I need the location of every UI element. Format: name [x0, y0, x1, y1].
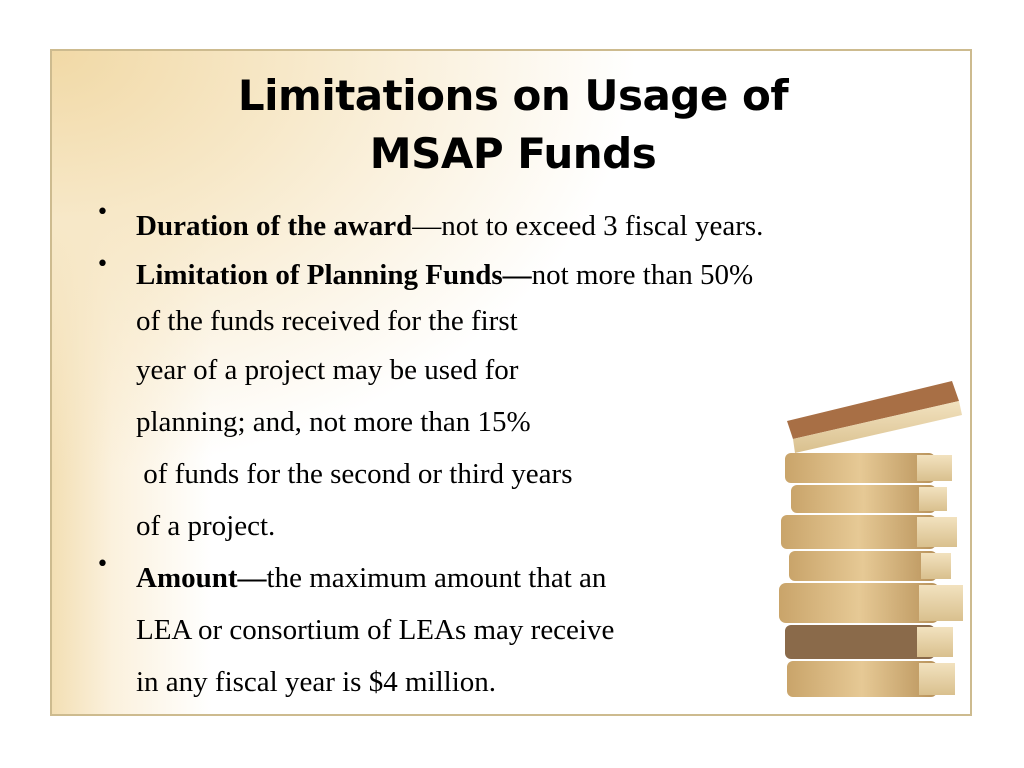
bullet-planning-line: of the funds received for the first	[136, 305, 518, 337]
bullet-duration	[92, 200, 972, 252]
slide-frame	[50, 49, 972, 716]
bullet-amount-text: the maximum amount that an	[266, 562, 607, 594]
book-top	[787, 381, 962, 453]
bullet-planning-line: of a project.	[136, 510, 276, 542]
bullet-marker: •	[96, 552, 109, 577]
bullet-amount-heading: Amount—	[136, 562, 267, 594]
bullet-planning-text: not more than 50%	[531, 259, 754, 291]
bullet-duration-text: —not to exceed 3 fiscal years.	[412, 210, 764, 242]
bullet-marker: •	[96, 200, 109, 225]
title-line-1: Limitations on Usage of	[237, 71, 789, 120]
book-5	[789, 551, 951, 581]
slide-title	[52, 67, 972, 183]
bullet-amount-line: LEA or consortium of LEAs may receive	[136, 614, 615, 646]
book-7	[785, 625, 953, 659]
book-2	[785, 453, 952, 483]
bullet-amount-line: in any fiscal year is $4 million.	[136, 666, 497, 698]
bullet-duration-heading: Duration of the award	[136, 210, 413, 242]
bullet-planning-line: of funds for the second or third years	[136, 458, 573, 490]
bullet-planning-line: year of a project may be used for	[136, 354, 519, 386]
book-3	[791, 485, 947, 513]
bullet-marker: •	[96, 252, 109, 277]
bullet-planning-heading: Limitation of Planning Funds—	[136, 259, 532, 291]
bullet-planning-line: planning; and, not more than 15%	[136, 406, 531, 438]
book-6	[779, 583, 963, 623]
book-4	[781, 515, 957, 549]
book-8	[787, 661, 955, 697]
title-line-2: MSAP Funds	[369, 129, 657, 178]
book-stack-image	[767, 381, 967, 701]
